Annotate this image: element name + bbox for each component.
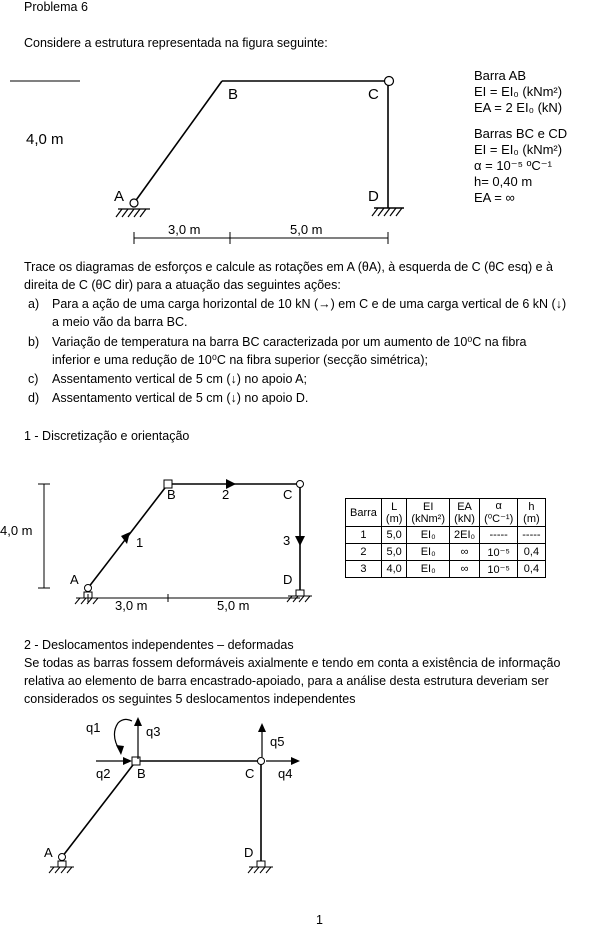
fig3-node-b: B: [137, 766, 146, 781]
section2-heading: 2 - Deslocamentos independentes – deformadas: [24, 638, 294, 652]
table-row: 1 5,0 EI₀ 2EI₀ ----- -----: [346, 527, 546, 544]
item-c-line1: Assentamento vertical de 5 cm (↓) no apoio A;: [52, 372, 307, 386]
problem-title: Problema 6: [24, 0, 88, 14]
para2-line3: considerados os seguintes 5 deslocamentos independentes: [24, 692, 356, 706]
q4-label: q4: [278, 766, 293, 781]
node-c-marker-3: [258, 758, 265, 765]
fig2-node-a: A: [70, 572, 79, 587]
para2-line2: relativa ao elemento de barra encastrado-apoiado, para a análise desta estrutura deveriam ser: [24, 674, 549, 688]
item-b-line2: inferior e uma redução de 10⁰C na fibra superior (secção simétrica);: [52, 353, 429, 367]
q3-arrowhead: [134, 717, 142, 726]
fig2-node-d: D: [283, 572, 293, 587]
page-number: 1: [316, 913, 323, 927]
node-d-label: D: [368, 188, 379, 205]
bar3-arrow: [295, 536, 305, 546]
item-d-line1: Assentamento vertical de 5 cm (↓) no apoio D.: [52, 391, 309, 405]
statement-line1: Trace os diagramas de esforços e calcule as rotações em A (θA), à esquerda de C (θC esq) e à: [24, 260, 553, 274]
dim1-label: 3,0 m: [168, 222, 201, 237]
q3-label: q3: [146, 724, 161, 739]
item-a-line2: a meio vão da barra BC.: [52, 315, 188, 329]
node-b-marker-3: [132, 757, 140, 765]
fixed-support-d: [372, 208, 404, 216]
q4-arrowhead: [291, 757, 300, 765]
fig2-node-b: B: [167, 487, 176, 502]
item-a-mark: a): [28, 297, 40, 311]
bar1-label: 1: [136, 535, 144, 550]
bar3-label: 3: [283, 533, 291, 548]
table-header: Barra L (m) EI (kNm²) EA (kN) α (⁰C⁻¹) h (m): [346, 499, 546, 527]
section1-heading: 1 - Discretização e orientação: [24, 429, 190, 443]
hinge-c: [385, 77, 394, 86]
bar2-label: 2: [222, 487, 230, 502]
q2-arrowhead: [123, 757, 132, 765]
height-label: 4,0 m: [26, 131, 64, 148]
vertical-dimension: [38, 484, 50, 588]
fig2-node-c: C: [283, 487, 293, 502]
bar-ab: [134, 81, 222, 203]
node-a-label: A: [114, 188, 125, 205]
node-c-label: C: [368, 86, 379, 103]
intro-text: Considere a estrutura representada na figura seguinte:: [24, 36, 328, 50]
fig3-node-d: D: [244, 845, 254, 860]
bar-properties-table: [345, 498, 546, 578]
statement-line2: direita de C (θC dir) para a atuação das seguintes ações:: [24, 278, 341, 292]
node-c-marker: [297, 481, 304, 488]
q1-label: q1: [86, 720, 101, 735]
fig2-dim1: 3,0 m: [115, 598, 148, 613]
fig2-height: 4,0 m: [0, 523, 33, 538]
item-b-line1: Variação de temperatura na barra BC caracterizada por um aumento de 10⁰C na fibra: [52, 335, 527, 349]
para2-line1: Se todas as barras fossem deformáveis axialmente e tendo em conta a existência de informação: [24, 656, 561, 670]
node-b-label: B: [228, 86, 239, 103]
item-a-line1: Para a ação de uma carga horizontal de 10 kN (→) em C e de uma carga vertical de 6 kN (↓): [52, 297, 567, 311]
q1-arrowhead: [116, 745, 124, 755]
support-d-3: [248, 861, 273, 873]
fig2-dim2: 5,0 m: [217, 598, 250, 613]
q5-arrowhead: [258, 723, 266, 732]
table-row: 2 5,0 EI₀ ∞ 10⁻⁵ 0,4: [346, 544, 546, 561]
q5-label: q5: [270, 734, 285, 749]
support-d: [287, 590, 312, 602]
dim2-label: 5,0 m: [290, 222, 323, 237]
table-row: 3 4,0 EI₀ ∞ 10⁻⁵ 0,4: [346, 561, 546, 578]
q2-label: q2: [96, 766, 111, 781]
item-c-mark: c): [28, 372, 39, 386]
bar-properties: Barra AB EI = EI₀ (kNm²) EA = 2 EI₀ (kN) Barras BC e CD EI = EI₀ (kNm²) α = 10⁻⁵ ºC⁻¹ h= 0,40 m EA = ∞: [474, 68, 568, 205]
fig3-node-c: C: [245, 766, 255, 781]
item-d-mark: d): [28, 391, 40, 405]
item-b-mark: b): [28, 335, 40, 349]
fig3-node-a: A: [44, 845, 53, 860]
